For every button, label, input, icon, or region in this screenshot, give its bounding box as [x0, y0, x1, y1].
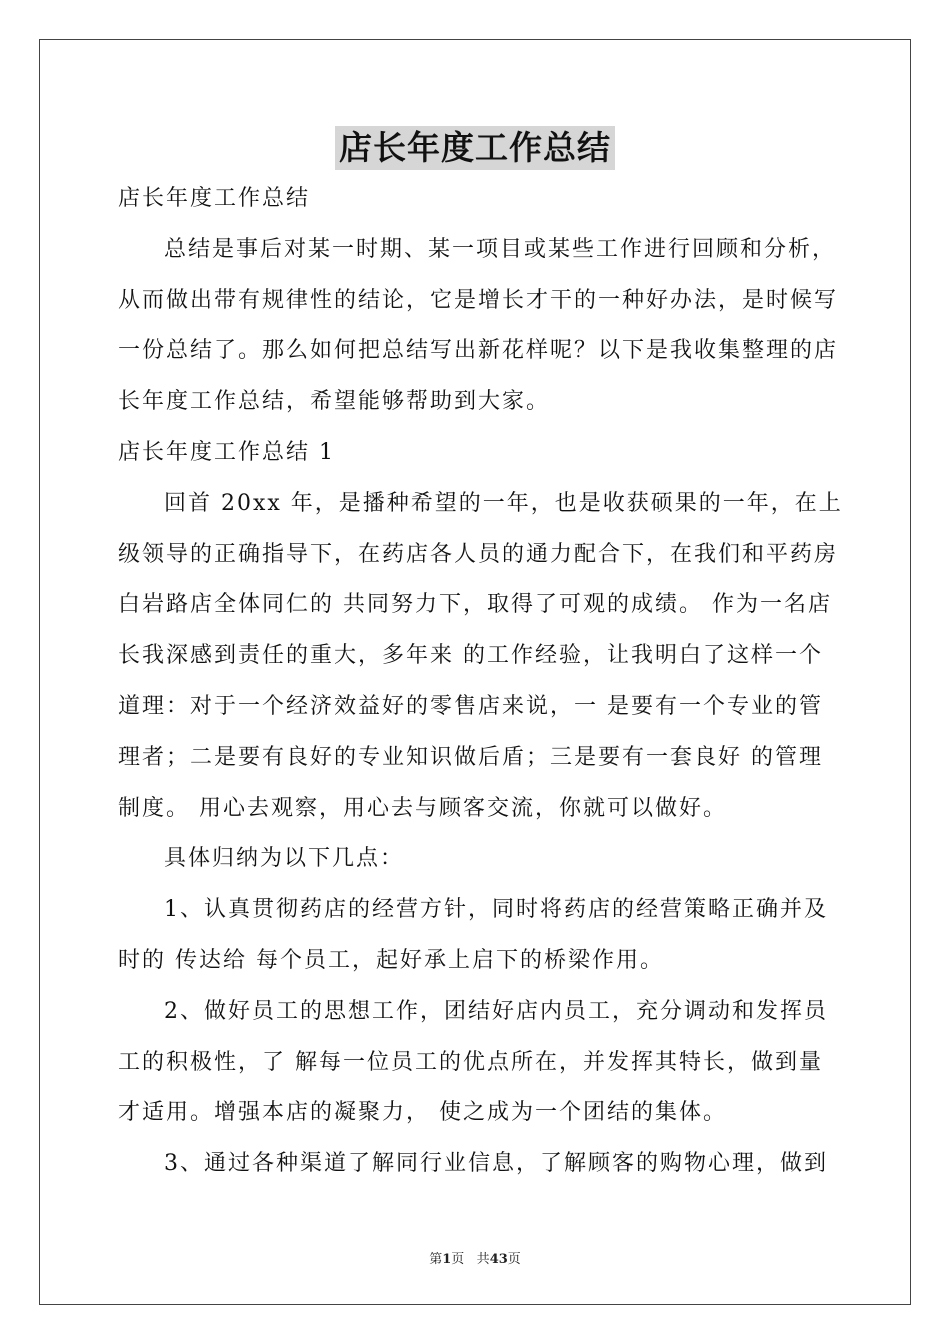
- text-line: 工的积极性，了 解每一位员工的优点所在，并发挥其特长，做到量: [118, 1049, 823, 1075]
- total-unit: 页: [507, 1252, 521, 1267]
- text-line: 白岩路店全体同仁的 共同努力下，取得了可观的成绩。 作为一名店: [118, 592, 832, 618]
- text-line: 从而做出带有规律性的结论，它是增长才干的一种好办法，是时候写: [118, 287, 839, 313]
- text-line: 制度。 用心去观察，用心去与顾客交流，你就可以做好。: [118, 795, 727, 821]
- text-line: 长我深感到责任的重大，多年来 的工作经验，让我明白了这样一个: [118, 643, 823, 669]
- page-prefix: 第: [429, 1252, 443, 1267]
- text-line: 长年度工作总结，希望能够帮助到大家。: [118, 389, 551, 415]
- text-line: 理者；二是要有良好的专业知识做后盾；三是要有一套良好 的管理: [118, 744, 823, 770]
- total-page-count: 43: [489, 1252, 508, 1267]
- page-footer: [0, 1248, 950, 1267]
- text-line: 时的 传达给 每个员工，起好承上启下的桥梁作用。: [118, 948, 664, 973]
- total-prefix: 共: [476, 1252, 490, 1267]
- current-page-number: 1: [442, 1252, 452, 1267]
- text-line: 1、认真贯彻药店的经营方针，同时将药店的经营策略正确并及: [164, 897, 828, 923]
- text-line: 3、通过各种渠道了解同行业信息，了解顾客的购物心理，做到: [164, 1151, 828, 1177]
- text-line: 才适用。增强本店的凝聚力， 使之成为一个团结的集体。: [118, 1100, 727, 1126]
- text-line: 级领导的正确指导下，在药店各人员的通力配合下，在我们和平药房: [118, 541, 839, 567]
- text-line: 店长年度工作总结: [118, 186, 311, 211]
- text-line: 道理：对于一个经济效益好的零售店来说，一 是要有一个专业的管: [118, 694, 823, 719]
- title-container: [0, 126, 950, 170]
- text-line: 总结是事后对某一时期、某一项目或某些工作进行回顾和分析，: [164, 236, 837, 262]
- page-unit: 页: [451, 1252, 465, 1267]
- document-title: 店长年度工作总结: [335, 126, 615, 170]
- text-line: 店长年度工作总结 1: [118, 440, 335, 465]
- text-line: 一份总结了。那么如何把总结写出新花样呢？以下是我收集整理的店: [118, 338, 839, 364]
- text-line: 2、做好员工的思想工作，团结好店内员工，充分调动和发挥员: [164, 998, 828, 1024]
- text-line: 回首 20xx 年，是播种希望的一年，也是收获硕果的一年，在上: [164, 490, 843, 516]
- text-line: 具体归纳为以下几点：: [164, 846, 405, 872]
